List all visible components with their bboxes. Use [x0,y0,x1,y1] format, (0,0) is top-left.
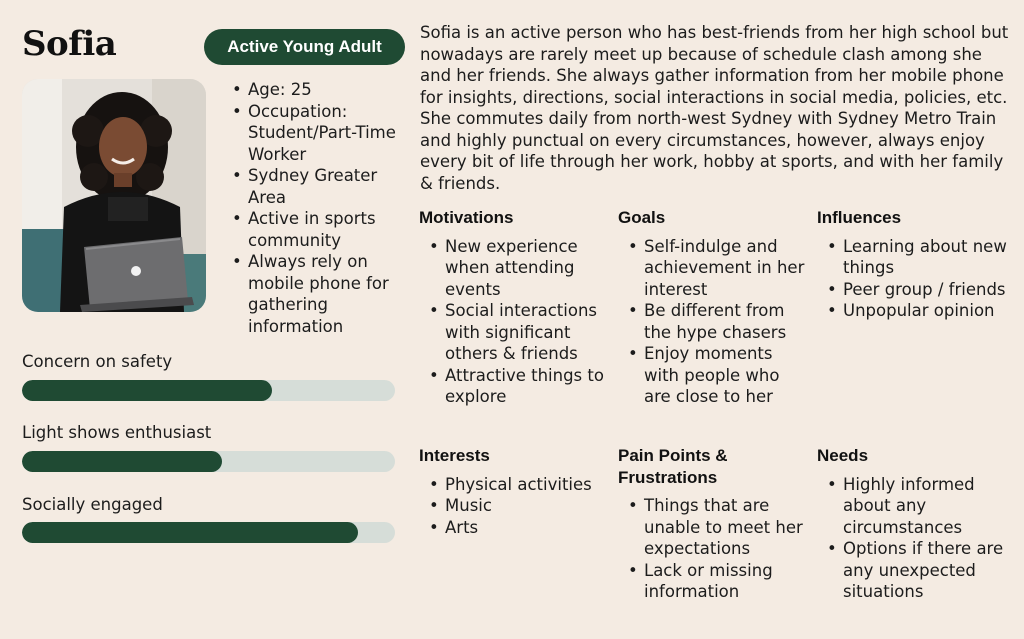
list-item: • Learning about new things [825,236,1007,279]
list-item: • Be different from the hype chasers [626,300,808,343]
list-item: • Attractive things to explore [427,365,609,408]
persona-facts [230,79,410,337]
section-goals [618,207,808,408]
persona-name: Sofia [22,24,117,64]
section-title: Influences [817,208,902,227]
section-influences [817,207,1007,322]
list-item: • Peer group / friends [825,279,1007,301]
section-title: Pain Points & Frustrations [618,446,728,487]
persona-photo [22,79,206,312]
bar-fill-safety [22,380,272,401]
fact-mobile: • Always rely on mobile phone for gathering information [230,251,410,337]
list-item: • Self-indulge and achievement in her interest [626,236,808,301]
list-item: • Physical activities [427,474,609,496]
fact-sports: • Active in sports community [230,208,410,251]
bar-label-light-shows: Light shows enthusiast [22,423,212,442]
section-title: Goals [618,208,666,227]
list-item: • Unpopular opinion [825,300,1007,322]
list-item: • Options if there are any unexpected situations [825,538,1007,603]
bar-track-light-shows [22,451,395,472]
section-title: Needs [817,446,869,465]
fact-occupation: • Occupation: Student/Part-Time Worker [230,101,410,166]
bar-fill-light-shows [22,451,222,472]
section-motivations [419,207,609,408]
bar-fill-social [22,522,358,543]
fact-age: • Age: 25 [230,79,410,101]
persona-badge: Active Young Adult [204,29,405,65]
fact-location: • Sydney Greater Area [230,165,410,208]
section-title: Motivations [419,208,514,227]
list-item: • Arts [427,517,609,539]
list-item: • Enjoy moments with people who are close to her [626,343,808,408]
bar-track-safety [22,380,395,401]
bar-label-safety: Concern on safety [22,352,173,371]
list-item: • New experience when attending events [427,236,609,301]
bar-label-social: Socially engaged [22,495,163,514]
bar-track-social [22,522,395,543]
list-item: • Highly informed about any circumstances [825,474,1007,539]
persona-bio: Sofia is an active person who has best-friends from her high school but nowadays are rarely meet up because of schedule clash among she and her friends. She always gather information from her mobile phone for insights, directions, social interactions in social media, policies, etc. She commutes daily from north-west Sydney with Sydney Metro Train and highly punctual on every circumstances, however, always enjoy every bit of life through her work, hobby at sports, and with her family & friends. [420,23,1009,193]
list-item: • Social interactions with significant others & friends [427,300,609,365]
section-interests [419,445,609,538]
section-needs [817,445,1007,603]
list-item: • Lack or missing information [626,560,808,603]
list-item: • Things that are unable to meet her expectations [626,495,808,560]
section-pain-points [618,445,803,603]
list-item: • Music [427,495,609,517]
section-title: Interests [419,446,490,465]
